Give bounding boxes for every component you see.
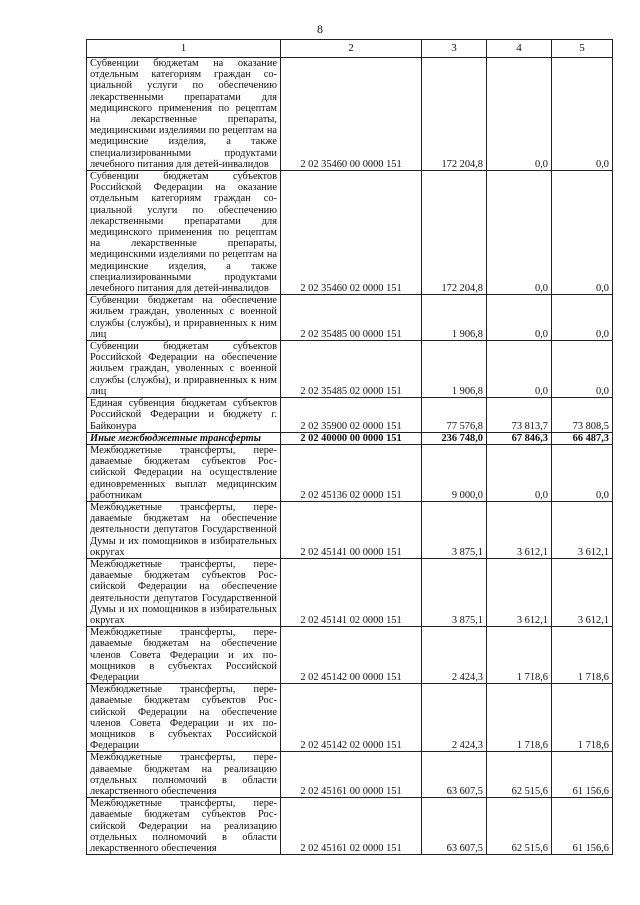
page-number: 8: [317, 22, 323, 36]
value-cell-year-1: 9 000,0: [422, 444, 487, 501]
budget-code-cell: 2 02 45161 02 0000 151: [281, 798, 422, 855]
budget-revenue-table: [86, 39, 613, 855]
column-header-value-3: 5: [552, 40, 613, 58]
table-row: [87, 295, 613, 341]
value-cell-year-1: 172 204,8: [422, 58, 487, 171]
value-cell-year-1: 1 906,8: [422, 295, 487, 341]
value-cell-year-2: 62 515,6: [487, 752, 552, 798]
row-name-cell: Межбюджетные трансферты, передаваемые бюджетам субъектов Российской Федерации на обеспечение деятельности депутатов Государственной Думы и их помощников в избирательных округах: [87, 558, 281, 626]
table-body: [87, 58, 613, 855]
value-cell-year-1: 63 607,5: [422, 798, 487, 855]
table-row: [87, 501, 613, 558]
value-cell-year-2: 1 718,6: [487, 627, 552, 684]
row-name-cell: Единая субвенция бюджетам субъектов Российской Федерации и бюджету г. Байконура: [87, 398, 281, 433]
value-cell-year-2: 3 612,1: [487, 558, 552, 626]
column-header-code: 2: [281, 40, 422, 58]
value-cell-year-3: 0,0: [552, 58, 613, 171]
table-row: [87, 341, 613, 398]
value-cell-year-2: 1 718,6: [487, 684, 552, 752]
value-cell-year-1: 3 875,1: [422, 501, 487, 558]
budget-code-cell: 2 02 45141 00 0000 151: [281, 501, 422, 558]
budget-code-cell: 2 02 45142 02 0000 151: [281, 684, 422, 752]
value-cell-year-2: 3 612,1: [487, 501, 552, 558]
value-cell-year-1: 2 424,3: [422, 627, 487, 684]
value-cell-year-3: 66 487,3: [552, 432, 613, 444]
table-row: [87, 798, 613, 855]
value-cell-year-1: 63 607,5: [422, 752, 487, 798]
value-cell-year-3: 0,0: [552, 444, 613, 501]
table-row: [87, 58, 613, 171]
table-row: [87, 432, 613, 444]
value-cell-year-2: 62 515,6: [487, 798, 552, 855]
value-cell-year-2: 67 846,3: [487, 432, 552, 444]
value-cell-year-1: 1 906,8: [422, 341, 487, 398]
value-cell-year-3: 0,0: [552, 341, 613, 398]
budget-code-cell: 2 02 35485 02 0000 151: [281, 341, 422, 398]
column-header-value-1: 3: [422, 40, 487, 58]
table-row: [87, 752, 613, 798]
table-row: [87, 444, 613, 501]
row-name-cell: Субвенции бюджетам субъектов Российской Федерации на оказание отдельным категориям граждан социальной услуги по обеспечению лекарственными препаратами для медицинского применения по рецептам на лекарственные препараты, медицинскими изделиями по рецептам на медицинские изделия, а также специализированными продуктами лечебного питания для детей-инвалидов: [87, 171, 281, 295]
value-cell-year-3: 61 156,6: [552, 798, 613, 855]
table-header-row: [87, 40, 613, 58]
value-cell-year-2: 0,0: [487, 58, 552, 171]
table-row: [87, 684, 613, 752]
row-name-cell: Межбюджетные трансферты, передаваемые бюджетам субъектов Российской Федерации на осуществление единовременных выплат медицинским работникам: [87, 444, 281, 501]
budget-code-cell: 2 02 35460 00 0000 151: [281, 58, 422, 171]
row-name-cell: Субвенции бюджетам на оказание отдельным категориям граждан социальной услуги по обеспечению лекарственными препаратами для медицинского применения по рецептам на лекарственные препараты, медицинскими изделиями по рецептам на медицинские изделия, а также специализированными продуктами лечебного питания для детей-инвалидов: [87, 58, 281, 171]
budget-code-cell: 2 02 45161 00 0000 151: [281, 752, 422, 798]
value-cell-year-3: 0,0: [552, 295, 613, 341]
value-cell-year-3: 3 612,1: [552, 501, 613, 558]
budget-code-cell: 2 02 40000 00 0000 151: [281, 432, 422, 444]
value-cell-year-3: 61 156,6: [552, 752, 613, 798]
row-name-cell: Межбюджетные трансферты, передаваемые бюджетам на обеспечение членов Совета Федерации и их помощников в субъектах Российской Федерации: [87, 627, 281, 684]
row-name-cell: Межбюджетные трансферты, передаваемые бюджетам субъектов Российской Федерации на обеспечение членов Совета Федерации и их помощников в субъектах Российской Федерации: [87, 684, 281, 752]
value-cell-year-3: 0,0: [552, 171, 613, 295]
budget-code-cell: 2 02 35485 00 0000 151: [281, 295, 422, 341]
value-cell-year-3: 3 612,1: [552, 558, 613, 626]
value-cell-year-1: 77 576,8: [422, 398, 487, 433]
value-cell-year-1: 172 204,8: [422, 171, 487, 295]
value-cell-year-1: 236 748,0: [422, 432, 487, 444]
value-cell-year-3: 1 718,6: [552, 627, 613, 684]
column-header-name: 1: [87, 40, 281, 58]
table-row: [87, 398, 613, 433]
value-cell-year-2: 0,0: [487, 171, 552, 295]
row-name-cell: Межбюджетные трансферты, передаваемые бюджетам субъектов Российской Федерации на реализацию отдельных полномочий в области лекарственного обеспечения: [87, 798, 281, 855]
value-cell-year-3: 1 718,6: [552, 684, 613, 752]
row-name-cell: Субвенции бюджетам субъектов Российской Федерации на обеспечение жильем граждан, уволенных с военной службы (службы), и приравненных к ним лиц: [87, 341, 281, 398]
value-cell-year-2: 0,0: [487, 295, 552, 341]
value-cell-year-2: 0,0: [487, 444, 552, 501]
value-cell-year-2: 0,0: [487, 341, 552, 398]
budget-code-cell: 2 02 45141 02 0000 151: [281, 558, 422, 626]
budget-code-cell: 2 02 35460 02 0000 151: [281, 171, 422, 295]
column-header-value-2: 4: [487, 40, 552, 58]
value-cell-year-1: 2 424,3: [422, 684, 487, 752]
value-cell-year-3: 73 808,5: [552, 398, 613, 433]
table-row: [87, 627, 613, 684]
value-cell-year-1: 3 875,1: [422, 558, 487, 626]
value-cell-year-2: 73 813,7: [487, 398, 552, 433]
table-row: [87, 558, 613, 626]
row-name-cell: Субвенции бюджетам на обеспечение жильем граждан, уволенных с военной службы (службы), и приравненных к ним лиц: [87, 295, 281, 341]
budget-code-cell: 2 02 45142 00 0000 151: [281, 627, 422, 684]
budget-code-cell: 2 02 35900 02 0000 151: [281, 398, 422, 433]
table-row: [87, 171, 613, 295]
budget-code-cell: 2 02 45136 02 0000 151: [281, 444, 422, 501]
row-name-cell: Межбюджетные трансферты, передаваемые бюджетам на реализацию отдельных полномочий в области лекарственного обеспечения: [87, 752, 281, 798]
row-name-cell: Межбюджетные трансферты, передаваемые бюджетам на обеспечение деятельности депутатов Государственной Думы и их помощников в избирательных округах: [87, 501, 281, 558]
row-name-cell: Иные межбюджетные трансферты: [87, 432, 281, 444]
